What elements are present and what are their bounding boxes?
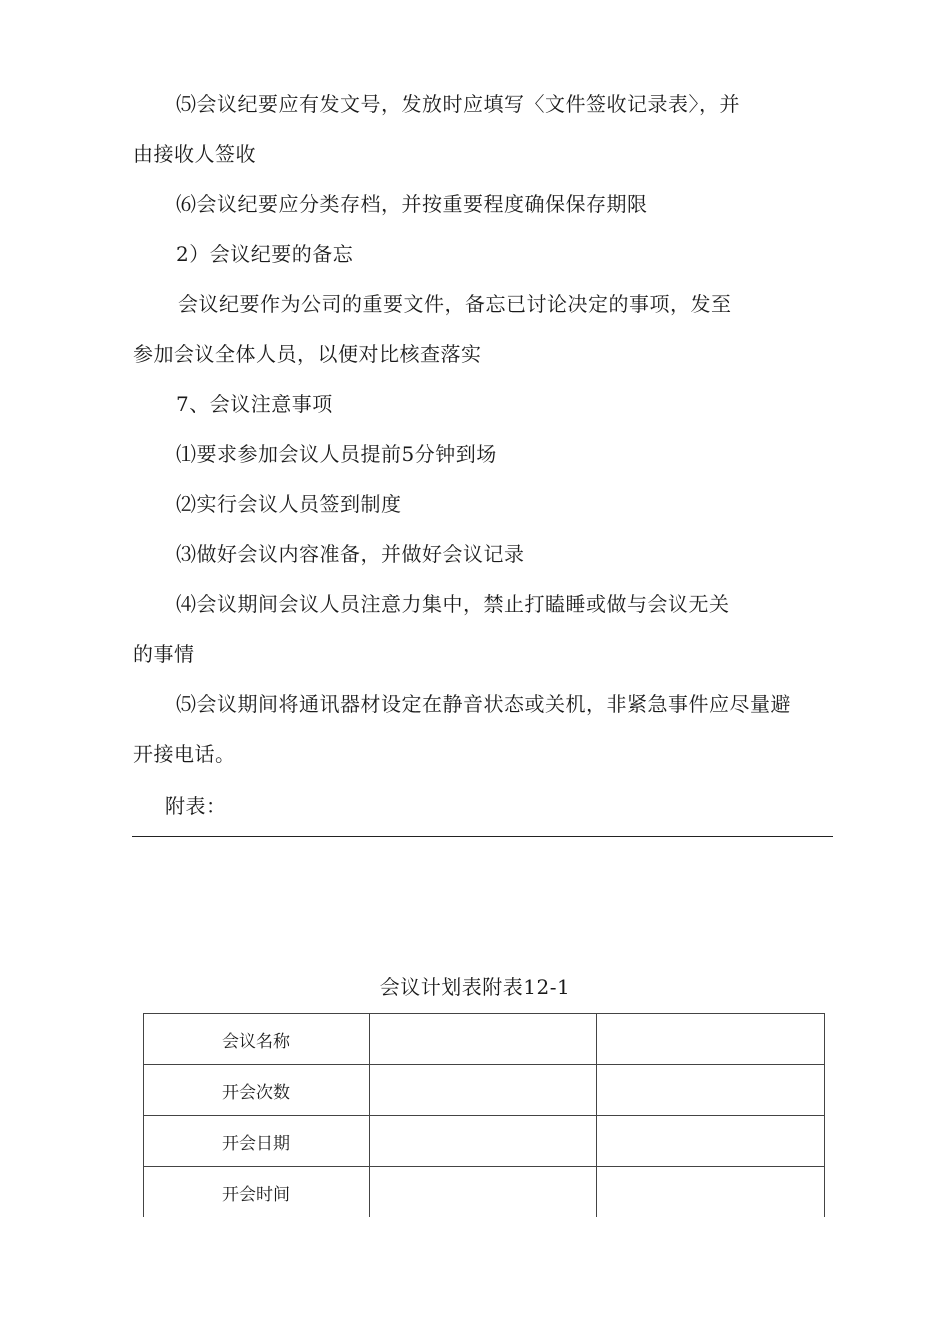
section-heading: 2）会议纪要的备忘 [176,242,354,266]
paragraph-line: ⑴要求参加会议人员提前5分钟到场 [176,442,497,466]
row-label-meeting-name: 会议名称 [144,1014,370,1065]
table-cell[interactable] [370,1065,597,1116]
row-label-meeting-count: 开会次数 [144,1065,370,1116]
paragraph-line: 会议纪要作为公司的重要文件，备忘已讨论决定的事项，发至 [178,292,732,316]
paragraph-line: ⑶做好会议内容准备，并做好会议记录 [176,542,525,566]
table-row [144,1167,825,1218]
horizontal-divider [132,836,833,837]
paragraph-line: ⑸会议期间将通讯器材设定在静音状态或关机，非紧急事件应尽量避 [176,692,791,716]
table-cell[interactable] [597,1014,825,1065]
table-row [144,1065,825,1116]
table-cell[interactable] [597,1116,825,1167]
table-cell[interactable] [597,1167,825,1218]
meeting-plan-table [143,1013,825,1217]
paragraph-line: 开接电话。 [133,742,236,766]
paragraph-line: ⑸会议纪要应有发文号，发放时应填写〈文件签收记录表〉，并 [176,92,740,116]
table-row [144,1014,825,1065]
paragraph-line: 参加会议全体人员，以便对比核查落实 [133,342,482,366]
table-title: 会议计划表附表12-1 [379,975,571,999]
table-cell[interactable] [597,1065,825,1116]
appendix-label: 附表： [165,794,227,818]
paragraph-line: ⑵实行会议人员签到制度 [176,492,402,516]
paragraph-line: ⑷会议期间会议人员注意力集中，禁止打瞌睡或做与会议无关 [176,592,730,616]
table-cell[interactable] [370,1167,597,1218]
paragraph-line: 的事情 [133,642,195,666]
table-row [144,1116,825,1167]
table-cell[interactable] [370,1116,597,1167]
row-label-meeting-time: 开会时间 [144,1167,370,1218]
section-heading: 7、会议注意事项 [176,392,333,416]
row-label-meeting-date: 开会日期 [144,1116,370,1167]
table-cell[interactable] [370,1014,597,1065]
paragraph-line: 由接收人签收 [133,142,256,166]
paragraph-line: ⑹会议纪要应分类存档，并按重要程度确保保存期限 [176,192,648,216]
